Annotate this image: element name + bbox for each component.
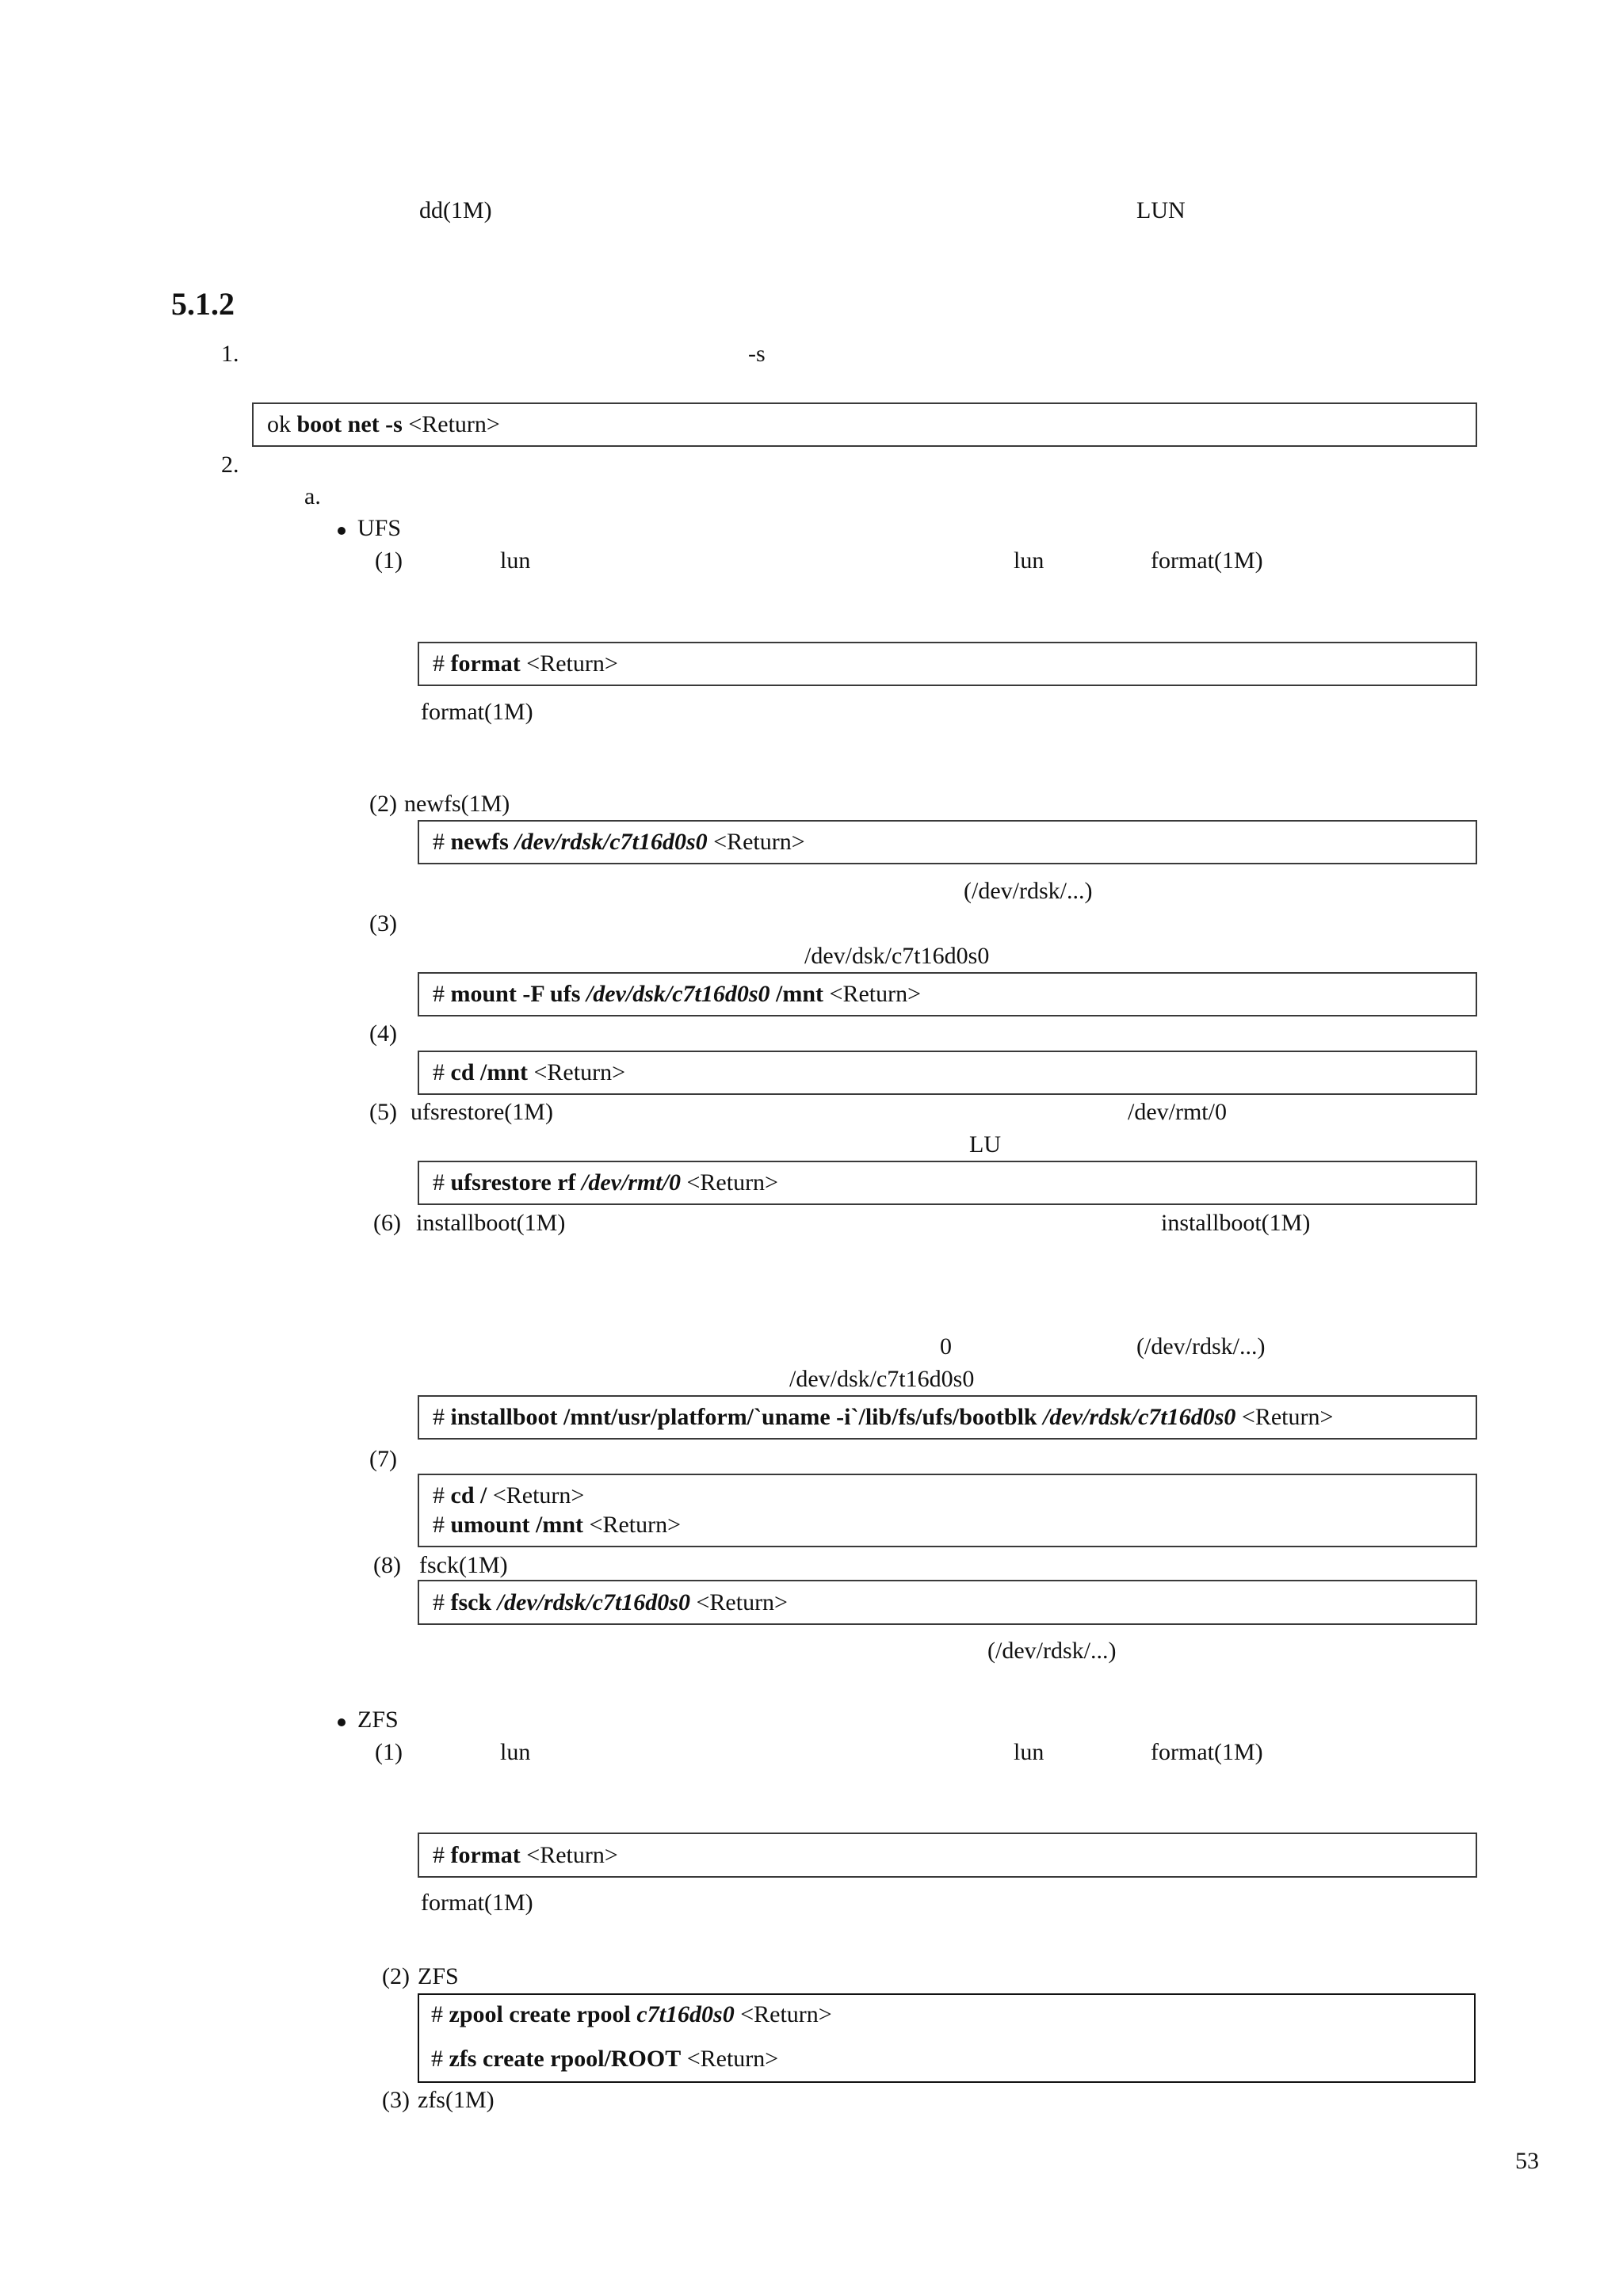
- newfs-command-box: [418, 820, 1477, 864]
- ufs-step-1-format-ref: format(1M): [1151, 547, 1263, 574]
- command-argument: /dev/rdsk/c7t16d0s0: [497, 1589, 690, 1615]
- ufs-step-7-number: (7): [369, 1446, 397, 1472]
- command-return-key: <Return>: [1235, 1404, 1334, 1430]
- command-line: [433, 1841, 618, 1870]
- command-prompt: #: [433, 1842, 451, 1868]
- ufs-step-6-label: installboot(1M): [416, 1210, 566, 1236]
- command-argument: /dev/rdsk/c7t16d0s0: [514, 829, 708, 855]
- ufs-step-1-number: (1): [375, 547, 403, 574]
- zfs-step-1-word-lun-2: lun: [1014, 1739, 1044, 1765]
- intro-command-ref: dd(1M): [419, 197, 492, 223]
- step-2-number: 2.: [221, 452, 239, 478]
- umount-command-box: [418, 1474, 1477, 1547]
- command-keyword: boot net -s: [296, 411, 403, 437]
- zfs-step-1-word-lun: lun: [500, 1739, 531, 1765]
- command-return-key: <Return>: [707, 829, 805, 855]
- command-line: [431, 2045, 778, 2073]
- ufs-step-4-number: (4): [369, 1020, 397, 1047]
- ufsrestore-command-box: [418, 1161, 1477, 1205]
- command-line: [431, 2000, 832, 2029]
- command-prompt: #: [433, 1059, 451, 1085]
- zfs-step-2-label: ZFS: [418, 1963, 459, 1989]
- zpool-command-box: [418, 1993, 1476, 2083]
- ufs-step-6-device: /dev/dsk/c7t16d0s0: [789, 1366, 975, 1392]
- command-return-key: <Return>: [487, 1482, 585, 1508]
- ufs-format-command-box: [418, 642, 1477, 686]
- command-prompt: #: [433, 650, 451, 677]
- command-argument: /dev/dsk/c7t16d0s0: [586, 981, 770, 1007]
- command-keyword: zpool create rpool: [449, 2001, 637, 2027]
- command-prompt: ok: [267, 411, 297, 437]
- command-keyword: umount /mnt: [450, 1512, 584, 1538]
- command-return-key: <Return>: [680, 1169, 778, 1196]
- ufs-step-8-note: (/dev/rdsk/...): [987, 1638, 1117, 1664]
- command-prompt: #: [431, 2046, 449, 2072]
- ufs-step-3-device: /dev/dsk/c7t16d0s0: [804, 943, 990, 969]
- ufs-step-8-number: (8): [373, 1552, 401, 1578]
- ufs-heading: UFS: [357, 515, 402, 541]
- ufs-step-8-label: fsck(1M): [419, 1552, 508, 1578]
- command-keyword: cd /mnt: [450, 1059, 528, 1085]
- command-keyword: zfs create rpool/ROOT: [449, 2046, 682, 2072]
- zfs-heading: ZFS: [357, 1707, 399, 1733]
- command-return-key: <Return>: [583, 1512, 682, 1538]
- ufs-step-3-number: (3): [369, 910, 397, 936]
- page-number: 53: [1515, 2148, 1539, 2174]
- cd-mnt-command-box: [418, 1051, 1477, 1095]
- zfs-step-1-number: (1): [375, 1739, 403, 1765]
- command-argument: /dev/rmt/0: [582, 1169, 681, 1196]
- substep-a-label: a.: [304, 483, 321, 509]
- command-argument: /dev/rdsk/c7t16d0s0: [1043, 1404, 1236, 1430]
- zfs-format-command-box: [418, 1833, 1477, 1878]
- step-1-number: 1.: [221, 341, 239, 367]
- command-line: [433, 1482, 584, 1510]
- command-line: [433, 1058, 625, 1087]
- ufs-step-1-word-lun: lun: [500, 547, 531, 574]
- command-return-key: <Return>: [734, 2001, 832, 2027]
- ufs-step-2-number: (2): [369, 791, 397, 817]
- ufs-step-5-device: /dev/rmt/0: [1128, 1099, 1227, 1125]
- ufs-step-6-slice: 0: [940, 1333, 952, 1360]
- command-keyword: format: [450, 1842, 521, 1868]
- command-line: [433, 980, 921, 1009]
- boot-command-box: [252, 402, 1477, 447]
- ufs-step-1-note: format(1M): [421, 699, 533, 725]
- step-1-option-flag: -s: [748, 341, 766, 367]
- command-keyword: format: [450, 650, 521, 677]
- command-line: [433, 1589, 788, 1617]
- command-prompt: #: [433, 1589, 451, 1615]
- zfs-step-3-number: (3): [382, 2087, 410, 2113]
- command-keyword: installboot /mnt/usr/platform/`uname -i`/lib/fs/ufs/bootblk: [450, 1404, 1044, 1430]
- zfs-step-2-number: (2): [382, 1963, 410, 1989]
- command-return-key: <Return>: [823, 981, 922, 1007]
- ufs-step-2-note: (/dev/rdsk/...): [964, 878, 1093, 904]
- command-prompt: #: [433, 981, 451, 1007]
- bullet-icon: [338, 527, 346, 535]
- command-argument: c7t16d0s0: [636, 2001, 735, 2027]
- zfs-step-3-label: zfs(1M): [418, 2087, 495, 2113]
- command-keyword: cd /: [450, 1482, 487, 1508]
- command-line: [433, 1511, 681, 1539]
- command-keyword: ufsrestore rf: [450, 1169, 582, 1196]
- command-keyword: newfs: [450, 829, 515, 855]
- command-return-key: <Return>: [528, 1059, 625, 1085]
- section-heading: 5.1.2: [171, 286, 235, 322]
- ufs-step-6-number: (6): [373, 1210, 401, 1236]
- command-line: [433, 650, 618, 678]
- command-prompt: #: [433, 1482, 451, 1508]
- installboot-command-box: [418, 1395, 1477, 1440]
- command-line: [433, 1169, 778, 1197]
- command-prompt: #: [431, 2001, 449, 2027]
- ufs-step-2-label: newfs(1M): [404, 791, 510, 817]
- command-prompt: #: [433, 1404, 451, 1430]
- mount-command-box: [418, 972, 1477, 1016]
- command-line: [267, 410, 500, 439]
- command-return-key: <Return>: [520, 1842, 618, 1868]
- command-line: [433, 1403, 1333, 1432]
- command-return-key: <Return>: [689, 1589, 788, 1615]
- ufs-step-1-word-lun-2: lun: [1014, 547, 1044, 574]
- fsck-command-box: [418, 1580, 1477, 1625]
- ufs-step-5-label: ufsrestore(1M): [411, 1099, 553, 1125]
- ufs-step-6-ref: installboot(1M): [1161, 1210, 1311, 1236]
- command-return-key: <Return>: [681, 2046, 779, 2072]
- zfs-step-1-note: format(1M): [421, 1890, 533, 1916]
- command-keyword: fsck: [450, 1589, 498, 1615]
- command-prompt: #: [433, 829, 451, 855]
- intro-lun-label: LUN: [1136, 197, 1186, 223]
- command-return-key: <Return>: [520, 650, 618, 677]
- command-mount-point: /mnt: [769, 981, 824, 1007]
- ufs-step-6-note: (/dev/rdsk/...): [1136, 1333, 1266, 1360]
- command-keyword: mount -F ufs: [450, 981, 586, 1007]
- zfs-step-1-format-ref: format(1M): [1151, 1739, 1263, 1765]
- command-prompt: #: [433, 1169, 451, 1196]
- command-prompt: #: [433, 1512, 451, 1538]
- command-return-key: <Return>: [402, 411, 500, 437]
- ufs-step-5-number: (5): [369, 1099, 397, 1125]
- bullet-icon: [338, 1718, 346, 1726]
- ufs-step-5-note: LU: [969, 1131, 1001, 1158]
- command-line: [433, 828, 805, 856]
